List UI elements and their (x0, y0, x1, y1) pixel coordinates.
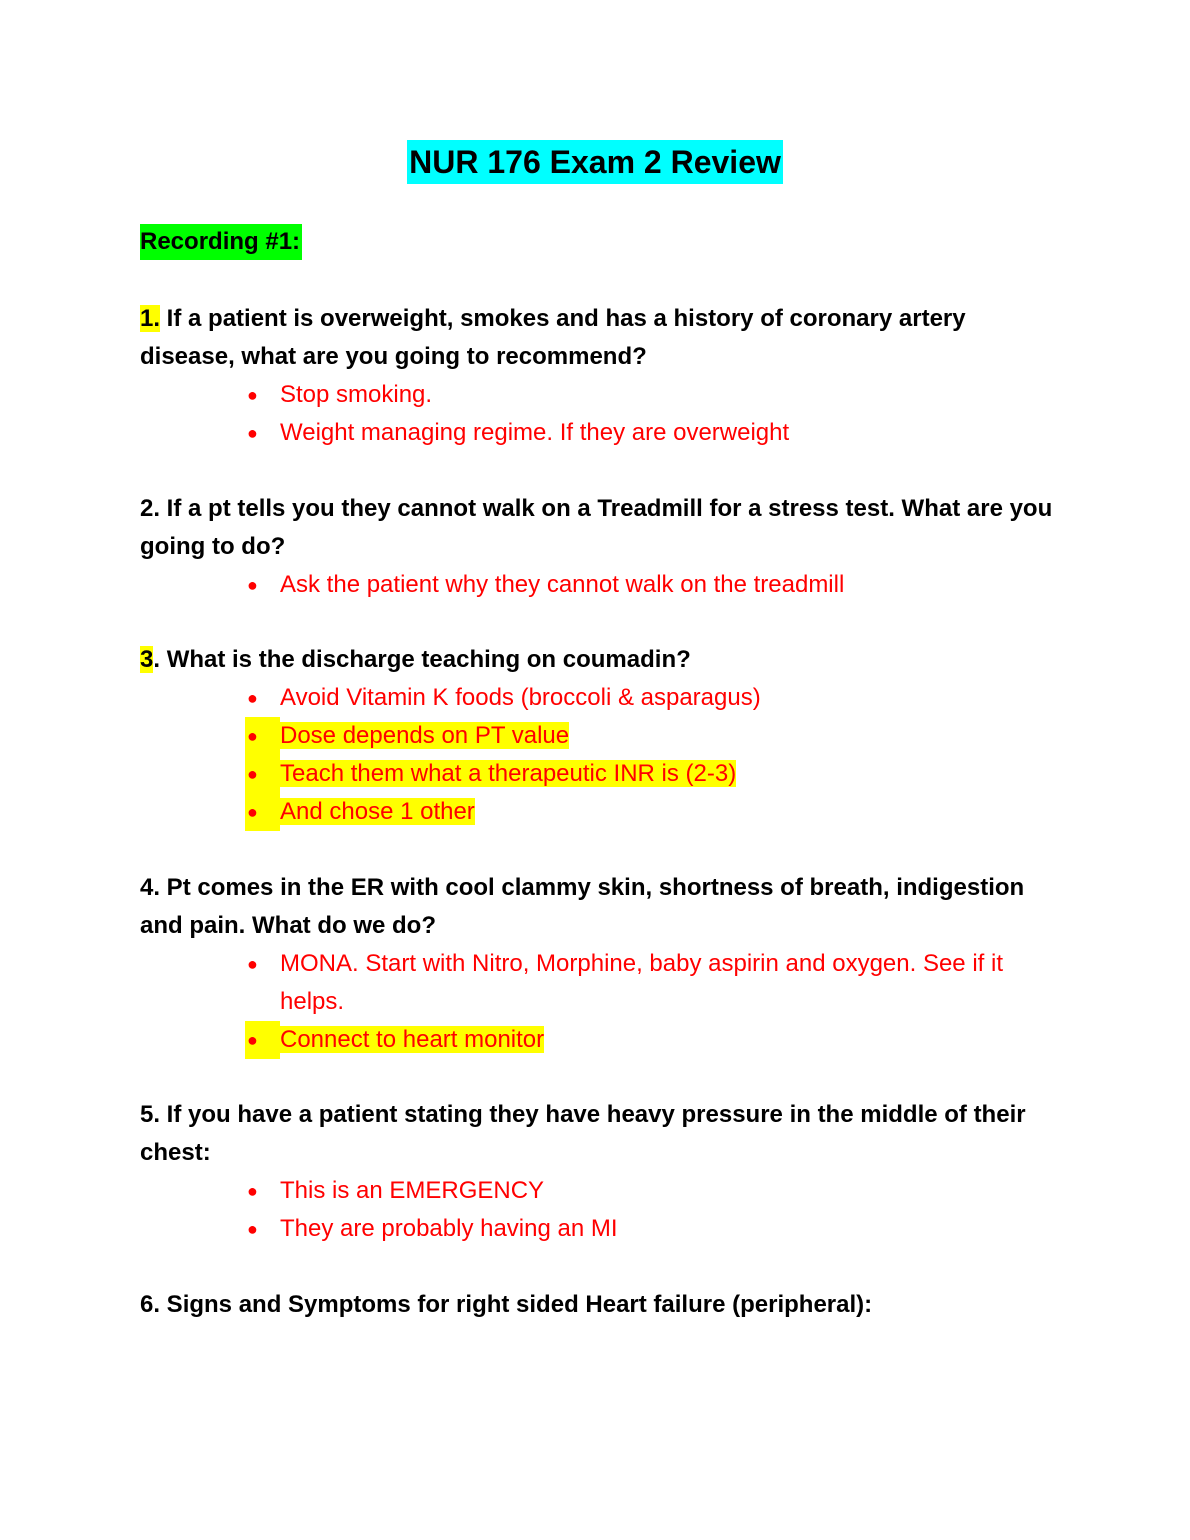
question-number: 4. (140, 874, 161, 901)
answer-item (245, 376, 1045, 414)
question-text: If a patient is overweight, smokes and has a history of coronary artery disease, what are you going to recommend? (140, 305, 966, 370)
title-container (0, 140, 1190, 184)
bullet-icon: ● (247, 423, 258, 443)
answer-text: This is an EMERGENCY (280, 1177, 545, 1204)
question-number: 2. (140, 495, 161, 522)
bullet-icon: ● (247, 575, 258, 595)
question-number: 5. (140, 1101, 161, 1128)
bullet-icon: ● (247, 802, 258, 822)
bullet-icon: ● (247, 385, 258, 405)
answer-text: Weight managing regime. If they are overweight (280, 419, 790, 446)
answer-list-3 (245, 679, 1045, 831)
answer-item (245, 414, 1045, 452)
question-text: Signs and Symptoms for right sided Heart failure (peripheral): (160, 1291, 873, 1318)
question-1 (140, 300, 1060, 376)
answer-item-highlighted (245, 717, 569, 755)
bullet-icon: ● (247, 1181, 258, 1201)
answer-text: And chose 1 other (280, 798, 475, 825)
answer-item (245, 1210, 1045, 1248)
bullet-icon: ● (247, 1219, 258, 1239)
question-5 (140, 1096, 1060, 1172)
answer-item-highlighted (245, 755, 736, 793)
document-title: NUR 176 Exam 2 Review (407, 140, 783, 184)
answer-text: Avoid Vitamin K foods (broccoli & asparagus) (280, 684, 761, 711)
question-3 (140, 641, 1060, 679)
question-text: Pt comes in the ER with cool clammy skin, shortness of breath, indigestion and pain. What do we do? (140, 874, 1025, 939)
question-number: 3 (140, 646, 154, 673)
answer-item-highlighted (245, 1021, 544, 1059)
answer-text: Stop smoking. (280, 381, 433, 408)
bullet-icon: ● (247, 954, 258, 974)
question-4 (140, 869, 1060, 945)
answer-text: Connect to heart monitor (280, 1026, 545, 1053)
bullet-icon: ● (247, 726, 258, 746)
answer-item (245, 1172, 1045, 1210)
question-number: 6. (140, 1291, 161, 1318)
answer-text: They are probably having an MI (280, 1215, 618, 1242)
answer-list-4 (245, 945, 1045, 1059)
answer-list-5 (245, 1172, 1045, 1248)
bullet-icon: ● (247, 688, 258, 708)
answer-item-highlighted (245, 793, 475, 831)
answer-item (245, 679, 1045, 717)
question-2 (140, 490, 1060, 566)
question-number: 1. (140, 305, 161, 332)
answer-text: Ask the patient why they cannot walk on the treadmill (280, 571, 845, 598)
question-text: If you have a patient stating they have heavy pressure in the middle of their chest: (140, 1101, 1026, 1166)
question-6 (140, 1286, 1060, 1324)
answer-item (245, 566, 1045, 604)
bullet-icon: ● (247, 1030, 258, 1050)
answer-list-2 (245, 566, 1045, 604)
answer-item (245, 945, 1045, 1021)
answer-text: Dose depends on PT value (280, 722, 570, 749)
answer-text: Teach them what a therapeutic INR is (2-3) (280, 760, 737, 787)
bullet-icon: ● (247, 764, 258, 784)
section-heading: Recording #1: (140, 224, 302, 260)
answer-text: MONA. Start with Nitro, Morphine, baby aspirin and oxygen. See if it helps. (280, 950, 1003, 1015)
question-text: . What is the discharge teaching on coumadin? (153, 646, 691, 673)
question-text: If a pt tells you they cannot walk on a Treadmill for a stress test. What are you going to do? (140, 495, 1053, 560)
answer-list-1 (245, 376, 1045, 452)
